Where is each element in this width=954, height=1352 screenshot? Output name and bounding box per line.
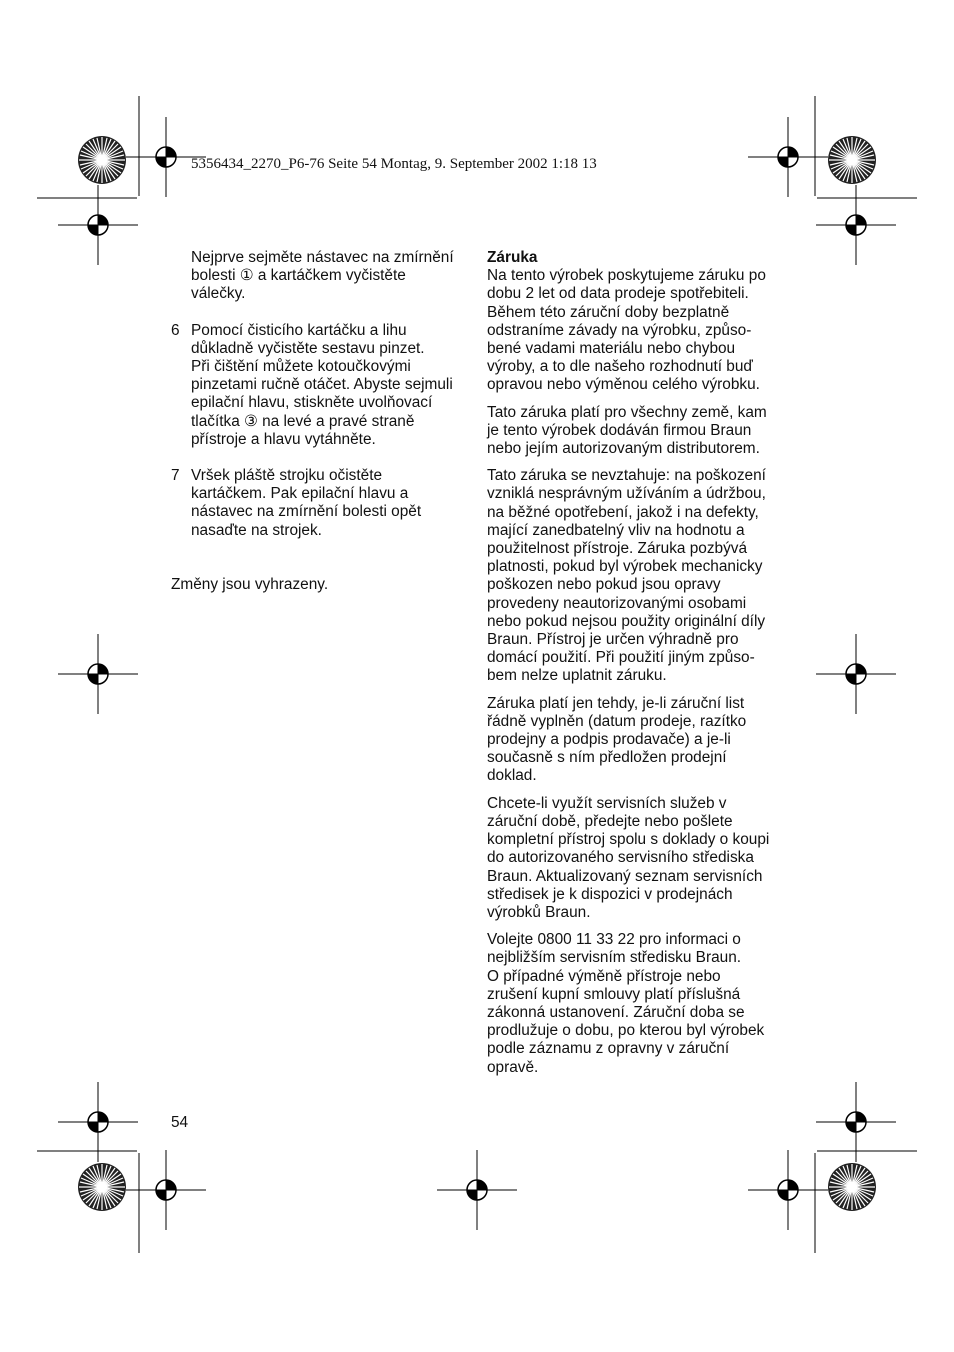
changes-reserved-note: Změny jsou vyhrazeny.: [171, 575, 329, 593]
step-6: [171, 322, 471, 449]
step-number: 7: [171, 467, 180, 485]
warranty-column: [487, 249, 787, 1086]
warranty-heading: Záruka: [487, 249, 538, 266]
step-text: Vršek pláště strojku očistěte kartáčkem. Pak epilační hlavu a nástavec na zmírnění bolesti opět nasaďte na strojek.: [191, 467, 422, 539]
warranty-paragraph: Záruka platí jen tehdy, je-li záruční list řádně vyplněn (datum prodeje, razítko prodejny a podpis prodavače) a je-li současně s ním předložen prodejní doklad.: [487, 694, 747, 785]
warranty-paragraph: Tato záruka platí pro všechny země, kam je tento výrobek dodáván firmou Braun nebo jejím autorizovaným distributorem.: [487, 403, 767, 458]
warranty-paragraph: Chcete-li využít servisních služeb v záruční době, předejte nebo pošlete kompletní přístroj spolu s doklady o koupi do autorizovaného servisního střediska Braun. Aktualizovaný seznam servisních středisek je k dispozici v prodejnách výrobků Braun.: [487, 794, 770, 921]
print-slug: 5356434_2270_P6-76 Seite 54 Montag, 9. September 2002 1:18 13: [191, 156, 597, 172]
step-number: 6: [171, 321, 180, 339]
left-column: [171, 249, 471, 594]
intro-text: Nejprve sejměte nástavec na zmírnění bolesti ① a kartáčkem vyčistěte válečky.: [191, 249, 454, 303]
step-text: Pomocí čisticího kartáčku a lihu důkladně vyčistěte sestavu pinzet. Při čištění můžete kotoučkovými pinzetami ručně otáčet. Abyste sejmuli epilační hlavu, stiskněte uvolňovací tlačítka ③ na levé a pravé straně přístroje a hlavu vytáhněte.: [191, 321, 453, 448]
warranty-paragraph: Na tento výrobek poskytujeme záruku po dobu 2 let od data prodeje spotřebiteli. Během této záruční doby bezplatně odstraníme závady na výrobku, způso- bené vadami materiálu nebo chybou výroby, a to dle našeho rozhodnutí buď opravou nebo výměnou celého výrobku.: [487, 267, 766, 394]
page-number: 54: [171, 1114, 189, 1131]
warranty-paragraph: Tato záruka se nevztahuje: na poškození vzniklá nesprávným užíváním a údržbou, na běžné opotřebení, jakož i na defekty, mající zanedbatelný vliv na hodnotu a použitelnost přístroje. Záruka pozbývá platnosti, pokud byl výrobek mechanicky poškozen nebo pokud jsou opravy provedeny neautorizovanými osobami nebo pokud nejsou použity originální díly Braun. Přístroj je určen výhradně pro domácí použití. Při použití jiným způso- bem nelze uplatnit záruku.: [487, 467, 766, 685]
warranty-paragraph: Volejte 0800 11 33 22 pro informaci o nejbližším servisním středisku Braun. O případné výměně přístroje nebo zrušení kupní smlouvy platí příslušná zákonná ustanovení. Záruční doba se prodlužuje o dobu, po kterou byl výrobek podle záznamu z opravny v záruční opravě.: [487, 931, 765, 1076]
step-7: [171, 467, 471, 540]
